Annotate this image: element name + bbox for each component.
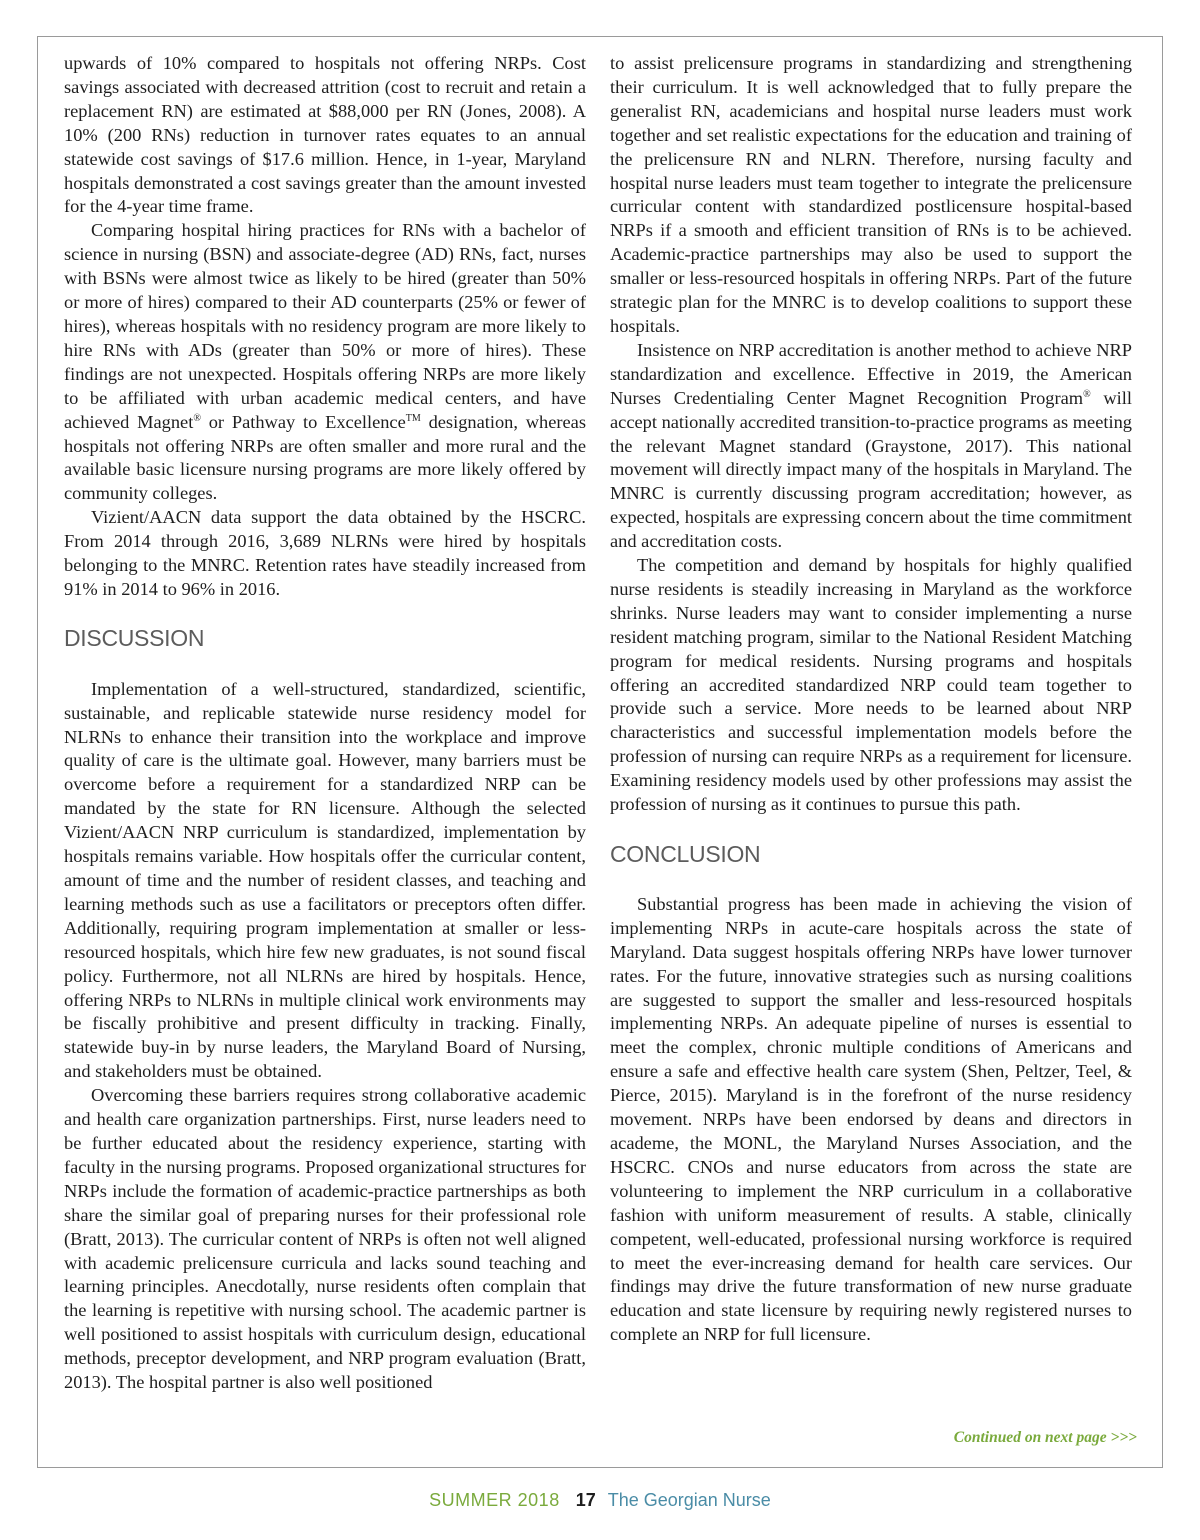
page-footer bbox=[0, 1490, 1200, 1511]
left-column bbox=[64, 52, 586, 1395]
discussion-heading: DISCUSSION bbox=[64, 624, 205, 651]
paragraph: Implementation of a well-structured, standardized, scientific, sustainable, and replicable statewide nurse residency model for NLRNs to enhance their transition into the workplace and improve quality of care is the ultimate goal. However, many barriers must be overcome before a requirement for a standardized NRP can be mandated by the state for RN licensure. Although the selected Vizient/AACN NRP curriculum is standardized, implementation by hospitals remains variable. How hospitals offer the curricular content, amount of time and the number of resident classes, and teaching and learning methods such as use a facilitators or preceptors often differ. Additionally, requiring program implementation at smaller or less-resourced hospitals, which hire few new graduates, is not sound fiscal policy. Furthermore, not all NLRNs are hired by hospitals. Hence, offering NRPs to NLRNs in multiple clinical work environments may be fiscally prohibitive and present difficulty in tracking. Finally, statewide buy-in by nurse leaders, the Maryland Board of Nursing, and stakeholders must be obtained. bbox=[64, 678, 586, 1082]
paragraph: Insistence on NRP accreditation is another method to achieve NRP standardization and excellence. Effective in 2019, the American Nurses Credentialing Center Magnet Recognition Program® will accept nationally accredited transition-to-practice programs as meeting the relevant Magnet standard (Graystone, 2017). This national movement will directly impact many of the hospitals in Maryland. The MNRC is currently discussing program accreditation; however, as expected, hospitals are expressing concern about the time commitment and accreditation costs. bbox=[610, 339, 1132, 552]
paragraph: The competition and demand by hospitals for highly qualified nurse residents is steadily increasing in Maryland as the workforce shrinks. Nurse leaders may want to consider implementing a nurse resident matching program, similar to the National Resident Matching program for medical residents. Nursing programs and hospitals offering an accredited standardized NRP could team together to provide such a service. More needs to be learned about NRP characteristics and successful implementation models before the profession of nursing can require NRPs as a requirement for licensure. Examining residency models used by other professions may assist the profession of nursing as it continues to pursue this path. bbox=[610, 555, 1132, 815]
paragraph: upwards of 10% compared to hospitals not offering NRPs. Cost savings associated with decreased attrition (cost to recruit and retain a replacement RN) are estimated at $88,000 per RN (Jones, 2008). A 10% (200 RNs) reduction in turnover rates equates to an annual statewide cost savings of $17.6 million. Hence, in 1-year, Maryland hospitals demonstrated a cost savings greater than the amount invested for the 4-year time frame. bbox=[64, 53, 586, 217]
paragraph: Substantial progress has been made in achieving the vision of implementing NRPs in acute-care hospitals across the state of Maryland. Data suggest hospitals offering NRPs have lower turnover rates. For the future, innovative strategies such as nursing coalitions are suggested to support the smaller and less-resourced hospitals implementing NRPs. An adequate pipeline of nurses is essential to meet the complex, chronic multiple conditions of Americans and ensure a safe and effective health care system (Shen, Peltzer, Teel, & Pierce, 2015). Maryland is in the forefront of the nurse residency movement. NRPs have been endorsed by deans and directors in academe, the MONL, the Maryland Nurses Association, and the HSCRC. CNOs and nurse educators from across the state are volunteering to implement the NRP curriculum in a collaborative fashion with uniform measurement of results. A stable, clinically competent, well-educated, professional nursing workforce is required to meet the ever-increasing demand for health care services. Our findings may drive the future transformation of new nurse graduate education and state licensure by requiring newly registered nurses to complete an NRP for full licensure. bbox=[610, 893, 1132, 1345]
trademark-mark: TM bbox=[405, 412, 421, 424]
registered-mark: ® bbox=[193, 412, 201, 424]
paragraph: to assist prelicensure programs in standardizing and strengthening their curriculum. It is well acknowledged that to fully prepare the generalist RN, academicians and hospital nurse leaders must work together and set realistic expectations for the education and training of the prelicensure RN and NLRN. Therefore, nursing faculty and hospital nurse leaders must team together to integrate the prelicensure curricular content with standardized postlicensure hospital-based NRPs if a smooth and efficient transition of RNs is to be achieved. Academic-practice partnerships may also be used to support the smaller or less-resourced hospitals in offering NRPs. Part of the future strategic plan for the MNRC is to develop coalitions to support these hospitals. bbox=[610, 53, 1132, 336]
issue-season: SUMMER 2018 bbox=[429, 1490, 560, 1510]
paragraph: Comparing hospital hiring practices for RNs with a bachelor of science in nursing (BSN) and associate-degree (AD) RNs, fact, nurses with BSNs were almost twice as likely to be hired (greater than 50% or more of hires) compared to their AD counterparts (25% or fewer of hires), whereas hospitals with no residency program are more likely to hire RNs with ADs (greater than 50% or more of hires). These findings are not unexpected. Hospitals offering NRPs are more likely to be affiliated with urban academic medical centers, and have achieved Magnet® or Pathway to Excellence™ designation, whereas hospitals not offering NRPs are often smaller and more rural and the available basic licensure nursing programs are more likely offered by community colleges. bbox=[64, 220, 586, 504]
right-column bbox=[610, 52, 1132, 1347]
page-number: 17 bbox=[575, 1490, 596, 1510]
registered-mark: ® bbox=[1083, 388, 1091, 400]
conclusion-heading: CONCLUSION bbox=[610, 841, 761, 867]
paragraph: Vizient/AACN data support the data obtained by the HSCRC. From 2014 through 2016, 3,689 NLRNs were hired by hospitals belonging to the MNRC. Retention rates have steadily increased from 91% in 2014 to 96% in 2016. bbox=[64, 507, 586, 599]
publication-title: The Georgian Nurse bbox=[607, 1490, 771, 1510]
continued-next-page-link[interactable]: Continued on next page >>> bbox=[953, 1429, 1137, 1446]
paragraph: Overcoming these barriers requires strong collaborative academic and health care organization partnerships. First, nurse leaders need to be further educated about the residency experience, starting with faculty in the nursing programs. Proposed organizational structures for NRPs include the formation of academic-practice partnerships as both share the similar goal of preparing nurses for their professional role (Bratt, 2013). The curricular content of NRPs is often not well aligned with academic prelicensure curricula and lacks sound teaching and learning principles. Anecdotally, nurse residents often complain that the learning is repetitive with nursing school. The academic partner is well positioned to assist hospitals with curriculum design, educational methods, preceptor development, and NRP program evaluation (Bratt, 2013). The hospital partner is also well positioned bbox=[64, 1085, 586, 1393]
